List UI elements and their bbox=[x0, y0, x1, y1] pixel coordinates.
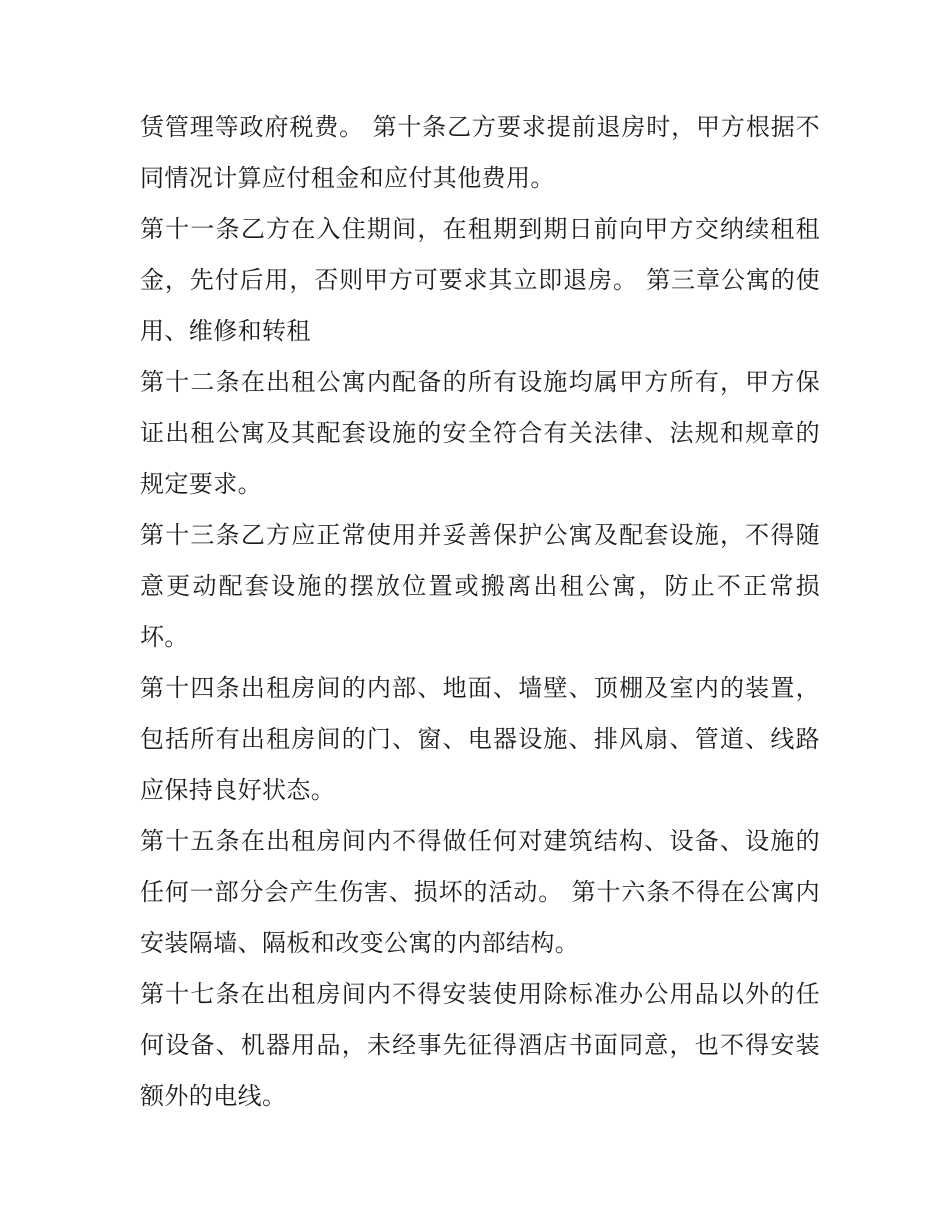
paragraph-article-12: 第十二条在出租公寓内配备的所有设施均属甲方所有，甲方保证出租公寓及其配套设施的安全符合有关法律、法规和规章的规定要求。 bbox=[140, 368, 820, 498]
paragraph-rent-tax-and-early-checkout: 赁管理等政府税费。 第十条乙方要求提前退房时，甲方根据不同情况计算应付租金和应付其他费用。 bbox=[140, 113, 820, 192]
paragraph-article-13: 第十三条乙方应正常使用并妥善保护公寓及配套设施，不得随意更动配套设施的摆放位置或搬离出租公寓，防止不正常损坏。 bbox=[140, 521, 820, 651]
paragraph-article-15-16: 第十五条在出租房间内不得做任何对建筑结构、设备、设施的任何一部分会产生伤害、损坏的活动。 第十六条不得在公寓内安装隔墙、隔板和改变公寓的内部结构。 bbox=[140, 827, 820, 957]
paragraph-article-11: 第十一条乙方在入住期间，在租期到期日前向甲方交纳续租租金，先付后用，否则甲方可要求其立即退房。 第三章公寓的使用、维修和转租 bbox=[140, 215, 820, 345]
document-page bbox=[140, 102, 820, 1122]
paragraph-article-17: 第十七条在出租房间内不得安装使用除标准办公用品以外的任何设备、机器用品，未经事先征得酒店书面同意，也不得安装额外的电线。 bbox=[140, 980, 820, 1110]
paragraph-article-14: 第十四条出租房间的内部、地面、墙壁、顶棚及室内的装置，包括所有出租房间的门、窗、电器设施、排风扇、管道、线路应保持良好状态。 bbox=[140, 674, 820, 804]
